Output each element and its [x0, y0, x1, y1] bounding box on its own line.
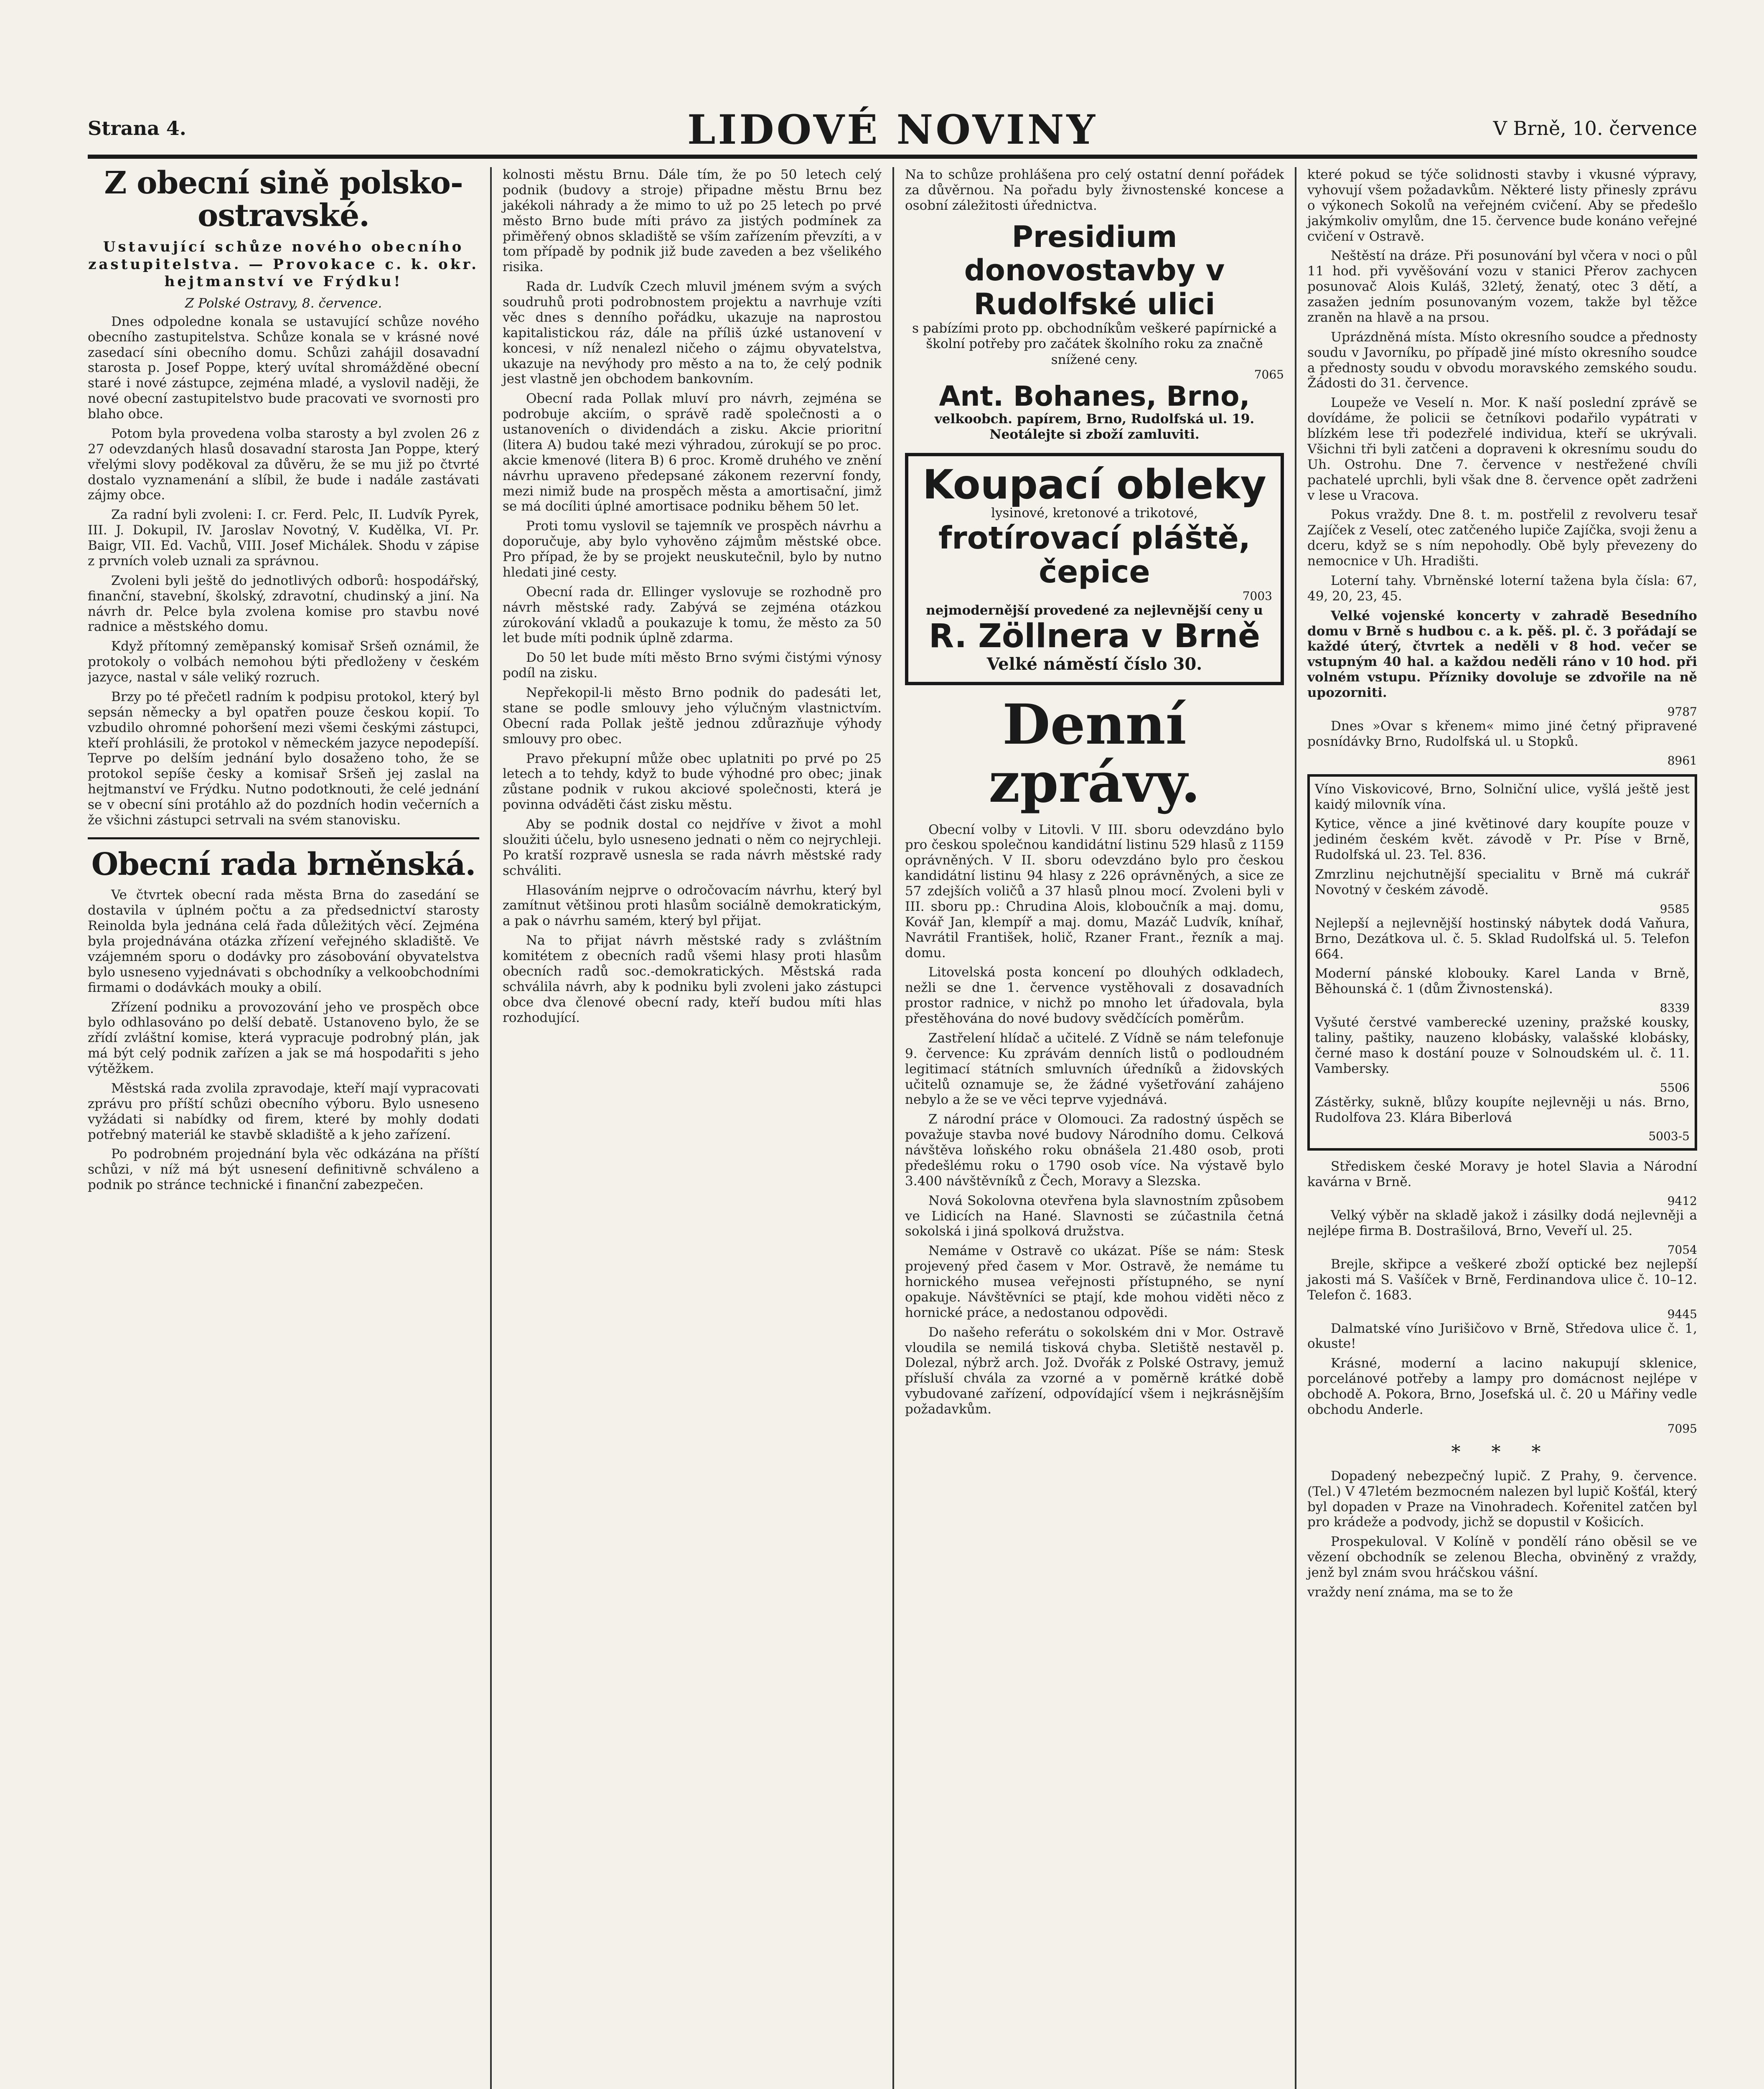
classified-ad: Zmrzlinu nejchutnější specialitu v Brně má cukrář Novotný v českém závodě. — [1315, 867, 1690, 897]
ad-number: 8961 — [1667, 753, 1697, 767]
article-dateline: Z Polské Ostravy, 8. července. — [185, 295, 382, 311]
classified-ad: Víno Viskovicové, Brno, Solniční ulice, vyšlá ještě jest kaidý milovník vína. — [1315, 781, 1690, 812]
paragraph: Zvoleni byli ještě do jednotlivých odborů: hospodářský, finanční, stavební, školský, zdravotní, chudinský a jiní. Na návrh dr. Pelce byla zvolena komise pro stavbu nové radnice a městského domu. — [88, 573, 479, 635]
article-subheading: Ustavující schůze nového obecního zastupitelstva. — Provokace c. k. okr. hejtmanství ve Frýdku! — [88, 239, 479, 290]
ad-number: 9787 — [1667, 704, 1697, 719]
paragraph: Loupeže ve Veselí n. Mor. K naší poslední zprávě se dovídáme, že policii se četníkovi podařilo vypátrati v blízkém lese tři podezřelé individua, kteří se ukrývali. Všichni tři byli zatčeni a dopraveni k okresnímu soudu do Uh. Ostrohu. Dne 7. července v nestřežené chvíli pachatelé uprchli, byli však dne 8. července opět zadrženi v lese u Vracova. — [1307, 395, 1697, 503]
paragraph: Dnes »Ovar s křenem« mimo jiné četný připravené posnídávky Brno, Rudolfská ul. u Stopků. — [1307, 718, 1697, 749]
paragraph: Po podrobném projednání byla věc odkázána na příští schůzi, v níž má být usnesení definitivně schváleno a podnik po stránce technické i finanční zabezpečen. — [88, 1146, 479, 1193]
paragraph: Hlasováním nejprve o odročovacím návrhu, který byl zamítnut většinou proti hlasům sociálně demokratickým, a pak o návrhu samém, který byl přijat. — [503, 882, 882, 929]
ad-text: velkoobch. papírem, Brno, Rudolfská ul. 19. Neotálejte si zboží zamluviti. — [934, 412, 1255, 442]
paragraph: Obecní rada Pollak mluví pro návrh, zejména se podrobuje akciím, o správě radě společnosti a o ustanoveních o dividendách a zisku. Akcie prioritní (litera A) budou také mezi výhradou, zúrokují se po proc. akcie kmenové (litera B) 6 proc. Kromě druhého ve znění návrhu upraveno předepsané zákonem rezervní fondy, mezi nimiž bude na prospěch města a amortisační, jimž se má docíliti úplné amortisace podniku během 50 let. — [503, 391, 882, 514]
paragraph: Loterní tahy. Vbrněnské loterní tažena byla čísla: 67, 49, 20, 23, 45. — [1307, 573, 1697, 604]
paragraph: které pokud se týče solidnosti stavby i vkusné výpravy, vyhovují všem požadavkům. Některé listy přinesly zprávu o výkonech Sokolů na veřejném cvičení. Aby se předešlo jakýmkoliv omylům, dne 15. července bude konáno veřejné cvičení v Ostravě. — [1307, 167, 1697, 244]
paragraph: Rada dr. Ludvík Czech mluvil jménem svým a svých soudruhů proti podrobnostem projektu a navrhuje vzíti věc dnes s denního pořádku, ukazuje na naprostou kapitalistickou ráz, dále na příliš úzké ustanovení v koncesi, v níž nenalezl ničeho o zájmu obyvatelstva, ukazuje na nevýhody pro město a na to, že celý podnik jest vlastně jen obchodem bankovním. — [503, 279, 882, 387]
paragraph: Dnes odpoledne konala se ustavující schůze nového obecního zastupitelstva. Schůze konala se v krásné nové zasedací síni obecního domu. Schůzi zahájil dosavadní starosta p. Josef Poppe, který uvítal shromážděné obecní staré i nové zástupce, zejména mladé, a vyslovil naději, že nové obecní zastupitelstvo bude pracovati ve svornosti pro blaho obce. — [88, 314, 479, 422]
column-2 — [490, 167, 892, 2089]
ad-text: nejmodernější provedené za nejlevnější ceny u — [926, 603, 1263, 618]
classified-ad: Nejlepší a nejlevnější hostinský nábytek dodá Vaňura, Brno, Dezátkova ul. č. 5. Sklad Rudolfská ul. 5. Telefon 664. — [1315, 915, 1690, 962]
ad-number: 9412 — [1667, 1194, 1697, 1208]
ad-number: 9585 — [1660, 902, 1690, 916]
paragraph: Když přítomný zeměpanský komisař Sršeň oznámil, že protokoly o volbách nemohou býti předloženy v českém jazyce, nastal v sále veliký rozruch. — [88, 639, 479, 685]
ad-number: 7003 — [1242, 589, 1272, 603]
ad-text: s pabízími proto pp. obchodníkům veškeré papírnické a školní potřeby pro začátek školního roku za značně snížené ceny. — [912, 321, 1277, 367]
paragraph: Zřízení podniku a provozování jeho ve prospěch obce bylo odhlasováno po delší debatě. Ustanoveno bylo, že se zřídí zvláštní komise, která vypracuje podrobný plán, jak má být celý podnik zařízen a jak se má hospodařiti s jeho výtěžkem. — [88, 999, 479, 1077]
paragraph: Uprázdněná místa. Místo okresního soudce a přednosty soudu v Javorníku, po případě jiné místo okresního soudce a přednosty soudu v obvodu moravského zemského soudu. Žádosti do 31. července. — [1307, 329, 1697, 391]
paragraph: Na to přijat návrh městské rady s zvláštním komitétem z obecních radů všemi hlasy proti hlasům obecních radů soc.-demokratických. Městská rada schválila návrh, aby k podniku byli zvoleni jako zástupci obce dva členové obecní rady, kteří budou míti hlas rozhodující. — [503, 933, 882, 1025]
paragraph: Aby se podnik dostal co nejdříve v život a mohl sloužiti účelu, bylo usneseno jednati o něm co nejrychleji. Po kratší rozpravě usnesla se rada návrh městské rady schváliti. — [503, 817, 882, 878]
paragraph: Obecní volby v Litovli. V III. sboru odevzdáno bylo pro českou společnou kandidátní listinu 529 hlasů z 1159 oprávněných. V II. sboru odevzdáno bylo pro českou kandidátní listinu 94 hlasy z 226 oprávněných, a sice ze 57 zdejších voličů a 37 hlasů plnou mocí. Zvoleni byli v III. sboru pp.: Chrudina Alois, kloboučník a maj. domu, Kovář Jan, klempíř a maj. domu, Mazáč Ludvík, kníhař, Navrátil František, holič, Rzaner Frant., řezník a maj. domu. — [905, 822, 1284, 961]
paragraph: Obecní rada dr. Ellinger vyslovuje se rozhodně pro návrh městské rady. Zabývá se zejména otázkou zúrokování vkladů a poukazuje k tomu, že město za 50 let bude míti podnik úplně zdarma. — [503, 584, 882, 646]
column-3 — [892, 167, 1295, 2089]
ad-title: Koupací obleky — [923, 461, 1266, 508]
paragraph: Ve čtvrtek obecní rada města Brna do zasedání se dostavila v úplném počtu a za předsednictví starosty Reinolda byla jednána celá řada důležitých věcí. Zejména byla projednávána otázka zřízení veřejného skladiště. Ve vzájemném sporu o dodávky pro zásobování obyvatelstva bylo usneseno vyjednávati s obchodníky a velkoobchodními firmami o dodávkách mouky a obilí. — [88, 887, 479, 995]
article-heading: Z obecní sině polsko-ostravské. — [104, 167, 463, 234]
advertisement-zollner — [905, 453, 1284, 686]
ad-number: 9445 — [1667, 1307, 1697, 1321]
ad-number: 8339 — [1660, 1001, 1690, 1015]
ad-title: Presidium donovostavby v Rudolfské ulici — [964, 219, 1225, 321]
newspaper-title: LIDOVÉ NOVINY — [687, 106, 1098, 153]
paragraph: kolnosti městu Brnu. Dále tím, že po 50 letech celý podnik (budovy a stroje) připadne městu Brnu bez jakékoli náhrady a že mimo to už po 25 letech po prvé město Brno bude míti právo za jistých podmínek za přiměřený obnos skladiště se vším zařízením převzíti, a v tom případě by podnik již bude zaveden a bez všelikého risika. — [503, 167, 882, 275]
ad-company: Ant. Bohanes, Brno, — [939, 380, 1250, 412]
section-divider — [88, 837, 479, 839]
paragraph: Z národní práce v Olomouci. Za radostný úspěch se považuje stavba nové budovy Národního domu. Celková návštěva loňského roku obnášela 21.480 osob, proti předešlému roku o 1790 osob více. Na výstavě bylo 3.400 návštěvníků z Čech, Moravy a Slezska. — [905, 1112, 1284, 1189]
classified-ad: Moderní pánské klobouky. Karel Landa v Brně, Běhounská č. 1 (dům Živnostenská). — [1315, 966, 1690, 997]
classifieds-box — [1307, 774, 1697, 1151]
ad-line: čepice — [1039, 554, 1150, 590]
classified-ad: Brejle, skřipce a veškeré zboží optické bez nejlepší jakosti má S. Vašíček v Brně, Ferdinandova ulice č. 10–12. Telefon č. 1683. — [1307, 1256, 1697, 1303]
column-4 — [1295, 167, 1697, 2089]
article-heading: Obecní rada brněnská. — [91, 846, 476, 882]
paragraph: Pravo překupní může obec uplatniti po prvé po 25 letech a to tehdy, když to bude výhodné pro obec; jinak zůstane podnik v rukou akciové společnosti, která je povinna odváděti část zisku městu. — [503, 751, 882, 813]
classified-ad: Dalmatské víno Jurišičovo v Brně, Středova ulice č. 1, okuste! — [1307, 1321, 1697, 1352]
paragraph: Brzy po té přečetl radním k podpisu protokol, který byl sepsán německy a byl opatřen pouze českou kopií. To vzbudilo ohromné pohoršení mezi všemi českými zástupci, kteří prohlásili, že protokol v německém jazyce nepodepíší. Teprve po delším jednání bylo dosaženo toho, že se protokol sepíše česky a komisař Sršeň jej zaslal na hejtmanství ve Frýdku. Nutno podotknouti, že celé jednání se v obecní síni protáhlo až do pozdních hodin večerních a že všichni zástupci setrvali na svém stanovisku. — [88, 689, 479, 828]
section-heading-denni-zpravy: Denní zprávy. — [989, 692, 1200, 815]
ad-number: 5506 — [1660, 1080, 1690, 1095]
advertisement-presidium — [905, 218, 1284, 445]
ad-text: lysinové, kretonové a trikotové, — [991, 506, 1198, 521]
paragraph: Městská rada zvolila zpravodaje, kteří mají vypracovati zprávu pro příští schůzi obecního výboru. Bylo usneseno vyžádati si nabídky od firem, které by mohly dodati potřebný materiál ke stavbě skladiště a k jeho zařízení. — [88, 1080, 479, 1142]
paragraph: Litovelská posta koncení po dlouhých odkladech, nežli se dne 1. července vystěhovali z dosavadních prostor radnice, v nichž po mnoho let úřadovala, byla přestěhována do nové budovy svědčících poměrům. — [905, 965, 1284, 1027]
column-1 — [88, 167, 490, 2089]
ad-number: 5003-5 — [1648, 1129, 1690, 1144]
ad-company: R. Zöllnera v Brně — [929, 617, 1260, 655]
ad-line: frotírovací pláště, — [938, 520, 1251, 556]
masthead — [88, 104, 1697, 159]
paragraph: Na to schůze prohlášena pro celý ostatní denní pořádek za důvěrnou. Na pořadu byly živnostenské koncese a osobní záležitosti úřednictva. — [905, 167, 1284, 213]
paragraph: Do 50 let bude míti město Brno svými čistými výnosy podíl na zisku. — [503, 650, 882, 681]
issue-date: V Brně, 10. července — [1493, 117, 1697, 140]
paragraph: Do našeho referátu o sokolském dni v Mor. Ostravě vloudila se nemilá tisková chyba. Sletiště nestavěl p. Dolezal, nýbrž arch. Jož. Dvořák z Polské Ostravy, jemuž přísluší chvála za vzorné a v poměrně krátké době vybudované zařízení, odpovídající všem i nejkrásnějším požadavkům. — [905, 1324, 1284, 1417]
paragraph: Za radní byli zvoleni: I. cr. Ferd. Pelc, II. Ludvík Pyrek, III. J. Dokupil, IV. Jaroslav Novotný, V. Kudělka, VI. Pr. Baigr, VII. Ed. Vachů, VIII. Josef Michálek. Shodu v zápise z prvních voleb uznali za správnou. — [88, 507, 479, 569]
classified-ad: Zástěrky, sukně, blůzy koupíte nejlevněji u nás. Brno, Rudolfova 23. Klára Biberlová — [1315, 1094, 1690, 1125]
classified-ad: Krásné, moderní a lacino nakupují sklenice, porcelánové potřeby a lampy pro domácnost nejlépe v obchodě A. Pokora, Brno, Josefská ul. č. 20 u Mářiny vedle obchodu Anderle. — [1307, 1356, 1697, 1417]
paragraph: Zastřelení hlídač a učitelé. Z Vídně se nám telefonuje 9. července: Ku zprávám denních listů o podloudném legitimací státních smluvních úředníků a židovských učitelů oznamuje se, že žádné vyšetřování zahájeno nebylo a že se ve věci teprve vyjednává. — [905, 1030, 1284, 1108]
ad-address: Velké náměstí číslo 30. — [986, 654, 1202, 674]
paragraph: Prospekuloval. V Kolíně v pondělí ráno oběsil se ve vězení obchodník se zelenou Blecha, obviněný z vraždy, jenž byl znám svou hráčskou vášní. — [1307, 1534, 1697, 1580]
paragraph: Pokus vraždy. Dne 8. t. m. postřelil z revolveru tesař Zajíček z Veselí, otec zatčeného lupiče Zajíčka, svoji ženu a dceru, když se s ním nepohodly. Obě byly převezeny do nemocnice v Uh. Hradišti. — [1307, 507, 1697, 569]
paragraph: Velké vojenské koncerty v zahradě Besedního domu v Brně s hudbou c. a k. pěš. pl. č. 3 pořádají se každé úterý, čtvrtek a neděli v 8 hod. večer se vstupným 40 hal. a každou neděli ráno v 10 hod. při volném vstupu. Přízniky dovoluje se zdvořile na ně upozorniti. — [1307, 608, 1697, 700]
paragraph: Potom byla provedena volba starosty a byl zvolen 26 z 27 odevzdaných hlasů dosavadní starosta Jan Poppe, který vřelými slovy poděkoval za důvěru, že se mu již po čtvrté dostalo vyznamenání a slíbil, že bude i nadále zastávati zájmy obce. — [88, 426, 479, 503]
section-separator: * * * — [1451, 1441, 1553, 1463]
paragraph: Proti tomu vyslovil se tajemník ve prospěch návrhu a doporučuje, aby bylo vyhověno zájmům městské obce. Pro případ, že by se projekt neuskutečnil, bylo by nutno hledati jiné cesty. — [503, 518, 882, 580]
ad-number: 7095 — [1667, 1421, 1697, 1436]
classified-ad: Velký výběr na skladě jakož i zásilky dodá nejlevněji a nejlépe firma B. Dostrašilová, Brno, Veveří ul. 25. — [1307, 1208, 1697, 1238]
columns — [88, 167, 1697, 2089]
ad-number: 7054 — [1667, 1243, 1697, 1257]
paragraph: Nemáme v Ostravě co ukázat. Píše se nám: Stesk projevený před časem v Mor. Ostravě, že nemáme tu hornického musea veřejnosti přístupného, se nyní opakuje. Návštěvníci se ptají, kde mohou viděti něco z hornické práce, a nedostanou odpovědi. — [905, 1243, 1284, 1320]
paragraph: Neštěstí na dráze. Při posunování byl včera v noci o půl 11 hod. při vyvěšování vozu v stanici Přerov zachycen posunovač Alois Kuláš, 32letý, ženatý, otec 3 dětí, a zasažen jedním posunovaným vozem, takže byl těžce zraněn na hlavě a na prsou. — [1307, 248, 1697, 325]
paragraph: Nepřekopil-li město Brno podnik do padesáti let, stane se podle smlouvy jeho výlučným vlastnictvím. Obecní rada Pollak ještě jednou zdůrazňuje výhody smlouvy pro obec. — [503, 685, 882, 747]
classified-ad: Střediskem české Moravy je hotel Slavia a Národní kavárna v Brně. — [1307, 1159, 1697, 1190]
paragraph: vraždy není známa, ma se to že — [1307, 1584, 1513, 1600]
classified-ad: Vyšuté čerstvé vamberecké uzeniny, pražské kousky, taliny, paštiky, nauzeno klobásky, valašské klobásky, černé maso k dostání pouze v Solnoudském ul. č. 11. Vambersky. — [1315, 1015, 1690, 1076]
page-number: Strana 4. — [88, 117, 186, 140]
paragraph: Dopadený nebezpečný lupič. Z Prahy, 9. července. (Tel.) V 47letém bezmocném nalezen byl lupič Košťál, který byl dopaden v Praze na Vinohradech. Kořenitel zatčen byl pro krádeže a podvody, jichž se dopustil v Košicích. — [1307, 1468, 1697, 1530]
ad-number: 7065 — [1254, 367, 1284, 381]
classified-ad: Kytice, věnce a jiné květinové dary koupíte pouze v jediném českém květ. závodě v Pr. Píse v Brně, Rudolfská ul. 23. Tel. 836. — [1315, 816, 1690, 863]
paragraph: Nová Sokolovna otevřena byla slavnostním způsobem ve Lidicích na Hané. Slavnosti se zúčastnila četná sokolská i jiná spolková družstva. — [905, 1193, 1284, 1239]
